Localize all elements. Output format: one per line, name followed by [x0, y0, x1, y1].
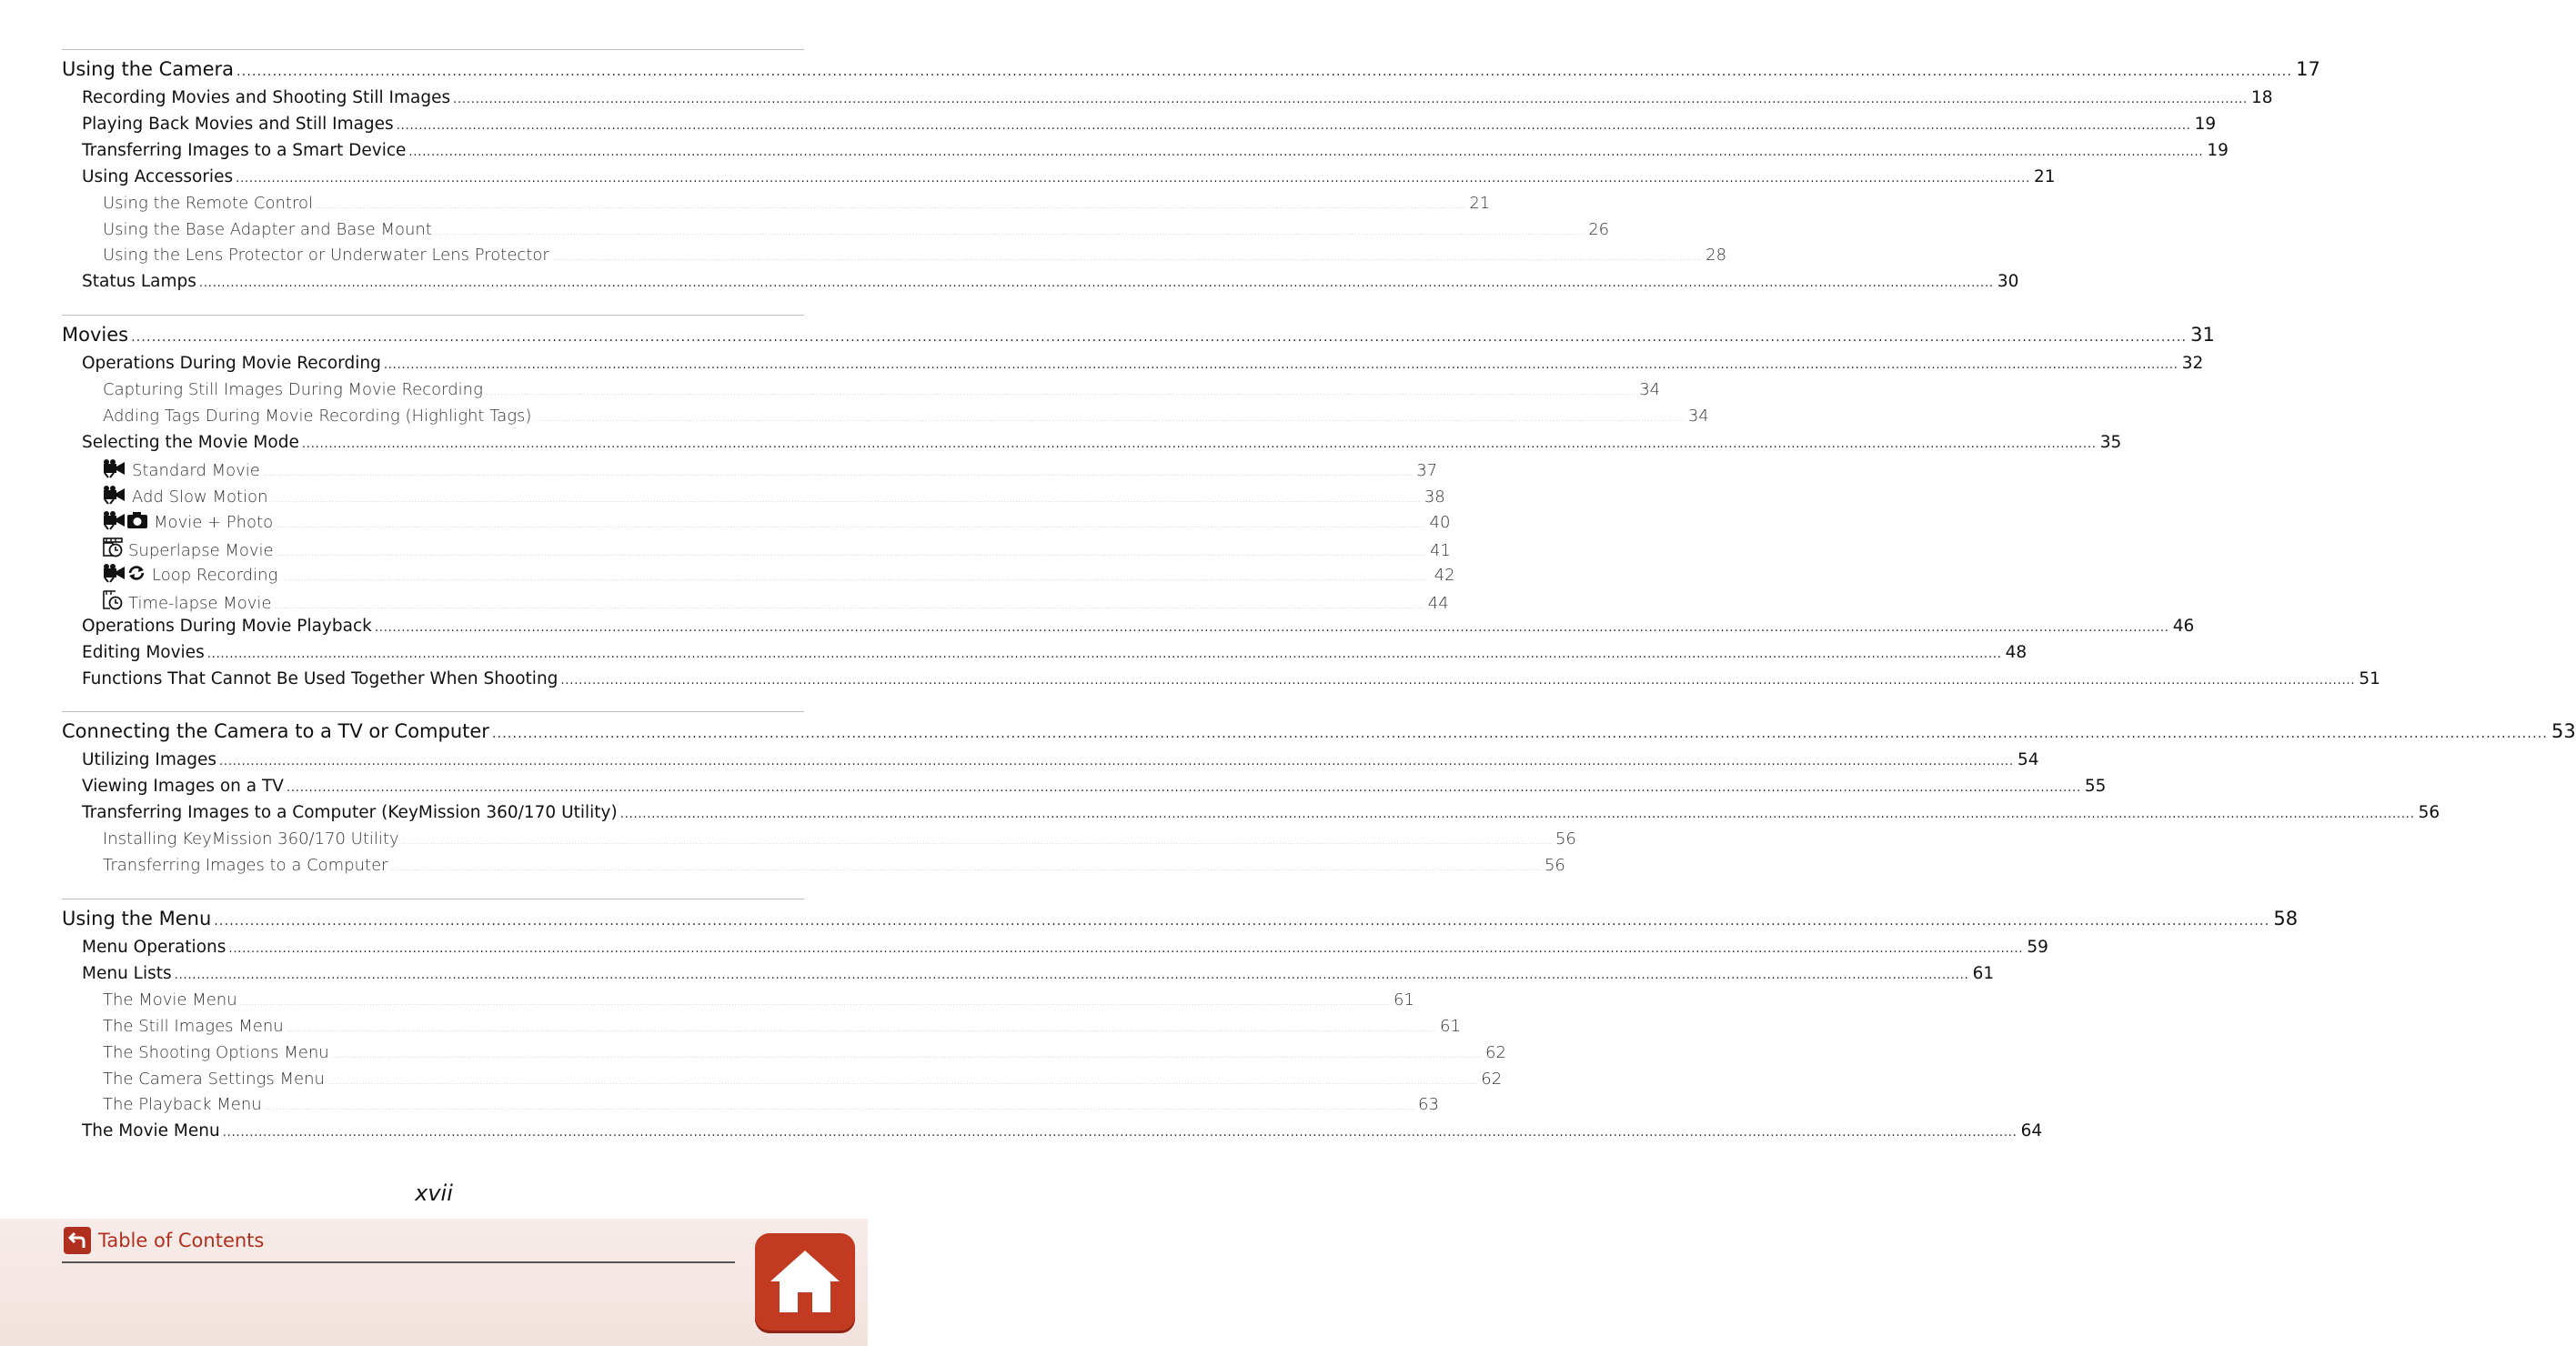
toc-page-number: 32 — [2181, 354, 2204, 373]
toc-page-number: 42 — [1434, 566, 1455, 586]
toc-page-number: 53 — [2551, 720, 2576, 742]
toc-entry-label: The Still Images Menu — [103, 1016, 284, 1036]
footer-divider — [62, 1261, 735, 1263]
toc-entry-title — [82, 777, 284, 796]
toc-section — [62, 711, 2576, 875]
toc-entry-label: Playing Back Movies and Still Images — [82, 114, 394, 134]
toc-page-number: 17 — [2296, 58, 2320, 80]
toc-entry-title — [103, 829, 399, 849]
toc-entry-label: Add Slow Motion — [132, 487, 268, 507]
dot-leader: ................................................................................................................................................................................................................................................................................................................................................................................................................ — [286, 780, 2081, 795]
toc-entry-title — [82, 964, 172, 983]
toc-chapter-entry[interactable] — [62, 58, 2320, 80]
dot-leader: ................................................................................................................................................................................................................................................................................................................................................................................................................ — [276, 549, 1426, 559]
toc-page-number: 21 — [2034, 166, 2056, 186]
toc-section — [62, 315, 2380, 688]
toc-entry-label: Functions That Cannot Be Used Together When Shooting — [82, 668, 558, 688]
toc-entry-title — [82, 803, 618, 822]
dot-leader: ................................................................................................................................................................................................................................................................................................................................................................................................................ — [236, 65, 2293, 79]
toc-subsection-entry[interactable] — [103, 829, 1576, 849]
time-lapse-icon — [103, 590, 123, 615]
toc-chapter-title: Movies — [62, 324, 129, 346]
toc-entry-title — [82, 167, 233, 186]
toc-entry-title — [82, 141, 406, 160]
dot-leader: ................................................................................................................................................................................................................................................................................................................................................................................................................ — [485, 387, 1636, 397]
dot-leader: ................................................................................................................................................................................................................................................................................................................................................................................................................ — [198, 276, 1994, 291]
toc-entry-label: Utilizing Images — [82, 750, 216, 769]
toc-section-entry[interactable] — [82, 88, 2273, 107]
toc-page-number: 19 — [2194, 114, 2217, 134]
home-icon — [767, 1247, 843, 1320]
toc-entry-label: The Movie Menu — [103, 989, 237, 1010]
toc-entry-title — [103, 511, 273, 534]
toc-section-entry[interactable] — [82, 802, 2440, 822]
dot-leader: ................................................................................................................................................................................................................................................................................................................................................................................................................ — [264, 1103, 1414, 1113]
toc-entry-title — [103, 486, 267, 508]
page-number: xvii — [415, 1180, 453, 1206]
toc-entry-label: Using Accessories — [82, 166, 234, 186]
toc-entry-label: Capturing Still Images During Movie Recording — [103, 379, 483, 399]
toc-entry-label: Movie + Photo — [154, 513, 274, 533]
toc-entry-title — [82, 1121, 220, 1140]
dot-leader: ................................................................................................................................................................................................................................................................................................................................................................................................................ — [219, 755, 2014, 768]
toc-entry-title — [103, 564, 277, 587]
dot-leader: ................................................................................................................................................................................................................................................................................................................................................................................................................ — [401, 837, 1552, 847]
toc-page-number: 55 — [2084, 776, 2107, 796]
dot-leader: ................................................................................................................................................................................................................................................................................................................................................................................................................ — [131, 330, 2188, 345]
toc-page-number: 51 — [2359, 668, 2380, 688]
toc-section-entry[interactable] — [82, 938, 2048, 957]
toc-entry-label: Superlapse Movie — [128, 541, 274, 561]
toc-entry-title — [82, 938, 226, 957]
toc-page-number: 48 — [2005, 642, 2028, 662]
toc-entry-label: The Movie Menu — [82, 1121, 220, 1141]
toc-entry-label: Adding Tags During Movie Recording (Highlight Tags) — [103, 406, 532, 426]
dot-leader: ................................................................................................................................................................................................................................................................................................................................................................................................................ — [280, 574, 1431, 584]
toc-entry-title — [82, 669, 558, 688]
dot-leader: ................................................................................................................................................................................................................................................................................................................................................................................................................ — [396, 118, 2191, 133]
toc-page-number: 38 — [1424, 487, 1445, 507]
toc-section-entry[interactable] — [82, 272, 2019, 292]
toc-section-entry[interactable] — [82, 963, 1995, 983]
toc-entry-title — [82, 750, 216, 769]
toc-chapter-entry[interactable] — [62, 324, 2215, 346]
dot-leader: ................................................................................................................................................................................................................................................................................................................................................................................................................ — [236, 171, 2031, 186]
toc-subsection-entry[interactable] — [103, 511, 1451, 534]
toc-section-entry[interactable] — [82, 1121, 2043, 1141]
dot-leader: ................................................................................................................................................................................................................................................................................................................................................................................................................ — [453, 93, 2249, 106]
toc-page-number: 28 — [1706, 246, 1727, 266]
dot-leader: ................................................................................................................................................................................................................................................................................................................................................................................................................ — [174, 968, 1969, 982]
toc-page-number: 21 — [1469, 193, 1491, 213]
toc-entry-title — [82, 88, 450, 107]
toc-entry-title — [103, 537, 274, 562]
toc-entry-label: Operations During Movie Recording — [82, 354, 381, 373]
toc-entry-title — [103, 856, 388, 875]
toc-page-number: 44 — [1427, 594, 1449, 614]
toc-section-entry[interactable] — [82, 166, 2056, 186]
toc-entry-label: Viewing Images on a TV — [82, 776, 284, 796]
toc-page-number: 18 — [2251, 88, 2273, 107]
toc-chapter-entry[interactable] — [62, 720, 2576, 742]
movie-photo-icon — [103, 511, 148, 534]
toc-subsection-entry[interactable] — [103, 193, 1491, 213]
dot-leader: ................................................................................................................................................................................................................................................................................................................................................................................................................ — [274, 602, 1424, 612]
toc-page-number: 59 — [2027, 938, 2048, 957]
toc-page-number: 30 — [1997, 272, 2019, 292]
toc-subsection-entry[interactable] — [103, 459, 1438, 482]
dot-leader: ................................................................................................................................................................................................................................................................................................................................................................................................................ — [534, 414, 1685, 424]
toc-entry-title — [103, 1095, 262, 1114]
dot-leader: ................................................................................................................................................................................................................................................................................................................................................................................................................ — [262, 468, 1414, 478]
toc-entry-title — [82, 433, 299, 452]
toc-page-number: 35 — [2099, 432, 2122, 452]
toc-subsection-entry[interactable] — [103, 590, 1449, 615]
toc-entry-label: Transferring Images to a Smart Device — [82, 140, 407, 160]
dot-leader: ................................................................................................................................................................................................................................................................................................................................................................................................................ — [270, 495, 1421, 505]
movie-camera-icon — [103, 459, 126, 482]
toc-page-number: 46 — [2172, 617, 2195, 636]
home-button[interactable] — [755, 1233, 855, 1333]
toc-entry-title — [82, 643, 205, 662]
dot-leader: ................................................................................................................................................................................................................................................................................................................................................................................................................ — [331, 1050, 1482, 1060]
toc-page-number: 62 — [1485, 1042, 1506, 1062]
toc-page-number: 26 — [1588, 219, 1610, 239]
toc-page-number: 63 — [1418, 1095, 1439, 1115]
toc-entry-title — [82, 272, 196, 291]
toc-entry-title — [103, 1017, 284, 1036]
toc-entry-label: Status Lamps — [82, 272, 196, 292]
toc-entry-title — [103, 459, 260, 482]
toc-page-number: 62 — [1481, 1069, 1503, 1089]
toc-section-entry[interactable] — [82, 776, 2107, 796]
dot-leader: ................................................................................................................................................................................................................................................................................................................................................................................................................ — [239, 998, 1390, 1008]
toc-subsection-entry[interactable] — [103, 486, 1445, 508]
toc-entry-label: Selecting the Movie Mode — [82, 432, 299, 452]
toc-page-number: 19 — [2207, 140, 2229, 160]
dot-leader: ................................................................................................................................................................................................................................................................................................................................................................................................................ — [214, 914, 2270, 929]
toc-entry-label: Menu Operations — [82, 938, 226, 957]
toc-entry-title — [82, 617, 372, 636]
loop-recording-icon — [103, 564, 146, 587]
toc-entry-title — [103, 407, 531, 426]
toc-entry-title — [82, 115, 394, 134]
toc-entry-title — [103, 246, 549, 265]
toc-section — [62, 49, 2320, 292]
toc-subsection-entry[interactable] — [103, 537, 1451, 562]
toc-page-number: 54 — [2017, 750, 2039, 769]
toc-page-number: 61 — [1440, 1016, 1461, 1036]
toc-section-entry[interactable] — [82, 140, 2229, 160]
toc-entry-label: Using the Remote Control — [103, 193, 313, 213]
toc-page-number: 64 — [2020, 1121, 2043, 1141]
toc-subsection-entry[interactable] — [103, 1069, 1503, 1089]
toc-entry-label: Time-lapse Movie — [128, 594, 272, 614]
toc-section-entry[interactable] — [82, 668, 2380, 688]
toc-subsection-entry[interactable] — [103, 246, 1727, 266]
toc-section-entry[interactable] — [82, 750, 2039, 769]
dot-leader: ................................................................................................................................................................................................................................................................................................................................................................................................................ — [434, 227, 1585, 237]
toc-entry-title — [103, 1070, 325, 1089]
table-of-contents-label: Table of Contents — [98, 1230, 265, 1251]
dot-leader: ................................................................................................................................................................................................................................................................................................................................................................................................................ — [383, 358, 2179, 372]
superlapse-icon — [103, 537, 123, 562]
toc-subsection-entry[interactable] — [103, 989, 1414, 1010]
toc-section-entry[interactable] — [82, 642, 2028, 662]
toc-entry-title — [103, 990, 237, 1010]
dot-leader: ................................................................................................................................................................................................................................................................................................................................................................................................................ — [228, 942, 2024, 956]
toc-entry-label: Standard Movie — [132, 460, 260, 480]
toc-subsection-entry[interactable] — [103, 219, 1610, 239]
toc-subsection-entry[interactable] — [103, 855, 1565, 875]
dot-leader: ................................................................................................................................................................................................................................................................................................................................................................................................................ — [491, 727, 2549, 741]
dot-leader: ................................................................................................................................................................................................................................................................................................................................................................................................................ — [222, 1126, 2018, 1140]
toc-entry-title — [103, 220, 432, 239]
toc-entry-label: The Playback Menu — [103, 1095, 262, 1115]
toc-entry-label: Recording Movies and Shooting Still Images — [82, 88, 451, 107]
toc-entry-label: Using the Base Adapter and Base Mount — [103, 219, 432, 239]
dot-leader: ................................................................................................................................................................................................................................................................................................................................................................................................................ — [374, 621, 2169, 635]
toc-page-number: 61 — [1972, 963, 1995, 983]
toc-entry-title — [103, 380, 483, 399]
dot-leader: ................................................................................................................................................................................................................................................................................................................................................................................................................ — [619, 807, 2415, 821]
toc-page-number: 37 — [1416, 460, 1438, 480]
dot-leader: ................................................................................................................................................................................................................................................................................................................................................................................................................ — [551, 254, 1703, 264]
table-of-contents-link[interactable] — [64, 1227, 264, 1254]
toc-subsection-entry[interactable] — [103, 564, 1455, 587]
toc-entry-title — [103, 1043, 329, 1062]
toc-chapter-title: Using the Menu — [62, 908, 212, 929]
toc-section-entry[interactable] — [82, 617, 2195, 636]
toc-page-number: 56 — [1544, 855, 1565, 875]
toc-page-number: 34 — [1687, 406, 1709, 426]
toc-page-number: 34 — [1639, 379, 1661, 399]
toc-page-number: 58 — [2273, 908, 2299, 929]
toc-entry-label: Installing KeyMission 360/170 Utility — [103, 829, 399, 849]
dot-leader: ................................................................................................................................................................................................................................................................................................................................................................................................................ — [327, 1077, 1478, 1087]
toc-entry-label: The Camera Settings Menu — [103, 1069, 325, 1089]
toc-chapter-title: Connecting the Camera to a TV or Computer — [62, 720, 489, 742]
toc-entry-label: The Shooting Options Menu — [103, 1042, 329, 1062]
toc-page-number: 31 — [2190, 324, 2215, 346]
dot-leader: ................................................................................................................................................................................................................................................................................................................................................................................................................ — [276, 521, 1426, 531]
toc-entry-label: Using the Lens Protector or Underwater Lens Protector — [103, 246, 549, 266]
toc-section-entry[interactable] — [82, 432, 2122, 452]
toc-page-number: 40 — [1429, 513, 1451, 533]
toc-chapter-entry[interactable] — [62, 908, 2299, 929]
return-arrow-icon — [64, 1227, 91, 1254]
toc-page-number: 61 — [1393, 989, 1414, 1010]
dot-leader: ................................................................................................................................................................................................................................................................................................................................................................................................................ — [301, 437, 2097, 451]
dot-leader: ................................................................................................................................................................................................................................................................................................................................................................................................................ — [206, 647, 2002, 661]
toc-subsection-entry[interactable] — [103, 1042, 1506, 1062]
toc-page-number: 56 — [2418, 802, 2440, 822]
toc-section-entry[interactable] — [82, 114, 2217, 134]
toc-subsection-entry[interactable] — [103, 379, 1661, 399]
toc-entry-label: Menu Lists — [82, 963, 172, 983]
dot-leader: ................................................................................................................................................................................................................................................................................................................................................................................................................ — [560, 673, 2356, 688]
dot-leader: ................................................................................................................................................................................................................................................................................................................................................................................................................ — [316, 201, 1466, 211]
toc-entry-label: Editing Movies — [82, 642, 205, 662]
toc-page-number: 56 — [1555, 829, 1576, 849]
toc-entry-title — [82, 354, 381, 373]
toc-entry-label: Transferring Images to a Computer (KeyMission 360/170 Utility) — [82, 802, 618, 822]
toc-subsection-entry[interactable] — [103, 406, 1709, 426]
toc-entry-title — [103, 590, 271, 615]
toc-chapter-title: Using the Camera — [62, 58, 235, 80]
toc-entry-label: Operations During Movie Playback — [82, 617, 372, 636]
dot-leader: ................................................................................................................................................................................................................................................................................................................................................................................................................ — [408, 145, 2204, 159]
dot-leader: ................................................................................................................................................................................................................................................................................................................................................................................................................ — [286, 1024, 1437, 1034]
toc-entry-label: Transferring Images to a Computer — [103, 855, 388, 875]
toc-entry-label: Loop Recording — [152, 566, 278, 586]
toc-section-entry[interactable] — [82, 354, 2204, 373]
movie-camera-icon — [103, 486, 126, 508]
toc-subsection-entry[interactable] — [103, 1095, 1439, 1115]
toc-entry-title — [103, 194, 313, 213]
toc-subsection-entry[interactable] — [103, 1016, 1461, 1036]
toc-page-number: 41 — [1429, 541, 1451, 561]
dot-leader: ................................................................................................................................................................................................................................................................................................................................................................................................................ — [390, 863, 1541, 873]
